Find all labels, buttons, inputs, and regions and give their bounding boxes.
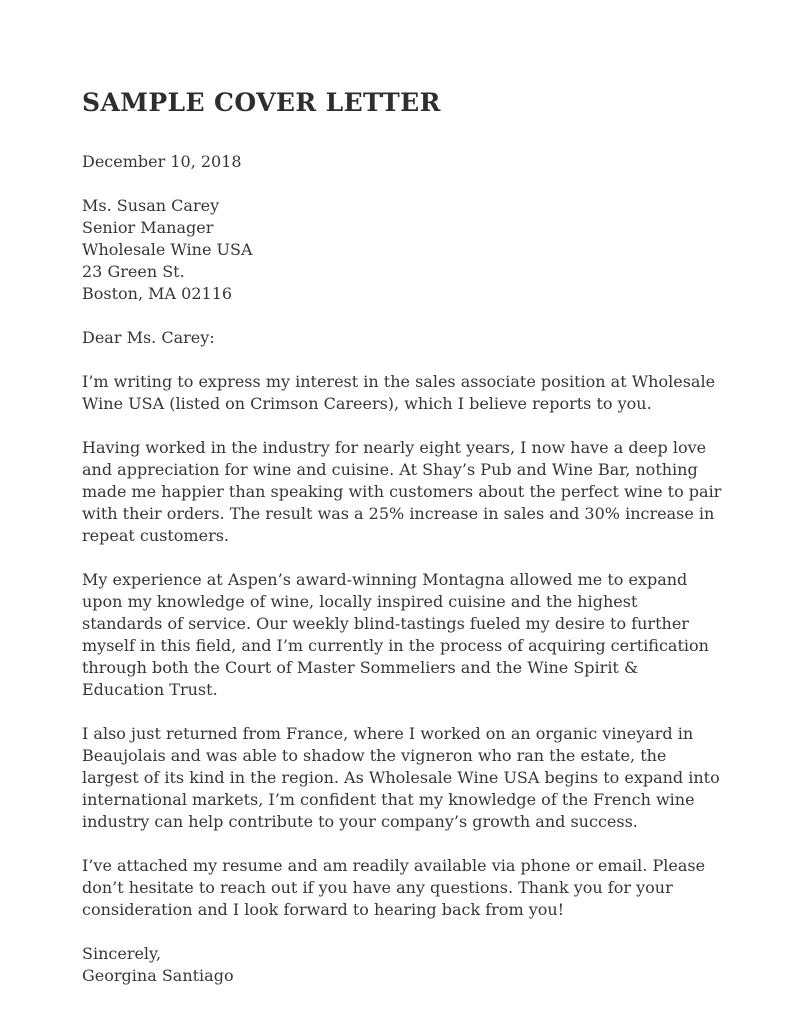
recipient-city-state-zip: Boston, MA 02116 — [82, 284, 233, 303]
recipient-street: 23 Green St. — [82, 262, 185, 281]
recipient-company: Wholesale Wine USA — [82, 240, 253, 259]
body-paragraph-3: My experience at Aspen’s award-winning Montagna allowed me to expand upon my knowledge of wine, locally inspired cuisine and the highest standards of service. Our weekly blind-tastings fueled my desire to further myself in this field, and I’m currently in the process of acquiring certification through both the Court of Master Sommeliers and the Wine Spirit & Education Trust. — [82, 570, 709, 699]
body-paragraph-5: I’ve attached my resume and am readily available via phone or email. Please don’t hesitate to reach out if you have any questions. Thank you for your consideration and I look forward to hearing back from you! — [82, 856, 706, 919]
closing-valediction: Sincerely, — [82, 944, 162, 963]
recipient-name: Ms. Susan Carey — [82, 196, 220, 215]
signature-name: Georgina Santiago — [82, 966, 234, 985]
body-paragraph-2: Having worked in the industry for nearly eight years, I now have a deep love and appreciation for wine and cuisine. At Shay’s Pub and Wine Bar, nothing made me happier than speaking with customers about the perfect wine to pair with their orders. The result was a 25% increase in sales and 30% increase in repeat customers. — [82, 438, 722, 545]
body-paragraph-4: I also just returned from France, where I worked on an organic vineyard in Beaujolais and was able to shadow the vigneron who ran the estate, the largest of its kind in the region. As Wholesale Wine USA begins to expand into international markets, I’m confident that my knowledge of the French wine industry can help contribute to your company’s growth and success. — [82, 724, 720, 831]
body-paragraph-1: I’m writing to express my interest in the sales associate position at Wholesale Wine USA (listed on Crimson Careers), which I believe reports to you. — [82, 372, 716, 413]
letter-title: SAMPLE COVER LETTER — [82, 88, 441, 117]
letter-date: December 10, 2018 — [82, 152, 242, 171]
salutation: Dear Ms. Carey: — [82, 328, 215, 347]
recipient-address-block — [82, 195, 722, 305]
closing-block — [82, 943, 722, 987]
recipient-job-title: Senior Manager — [82, 218, 214, 237]
